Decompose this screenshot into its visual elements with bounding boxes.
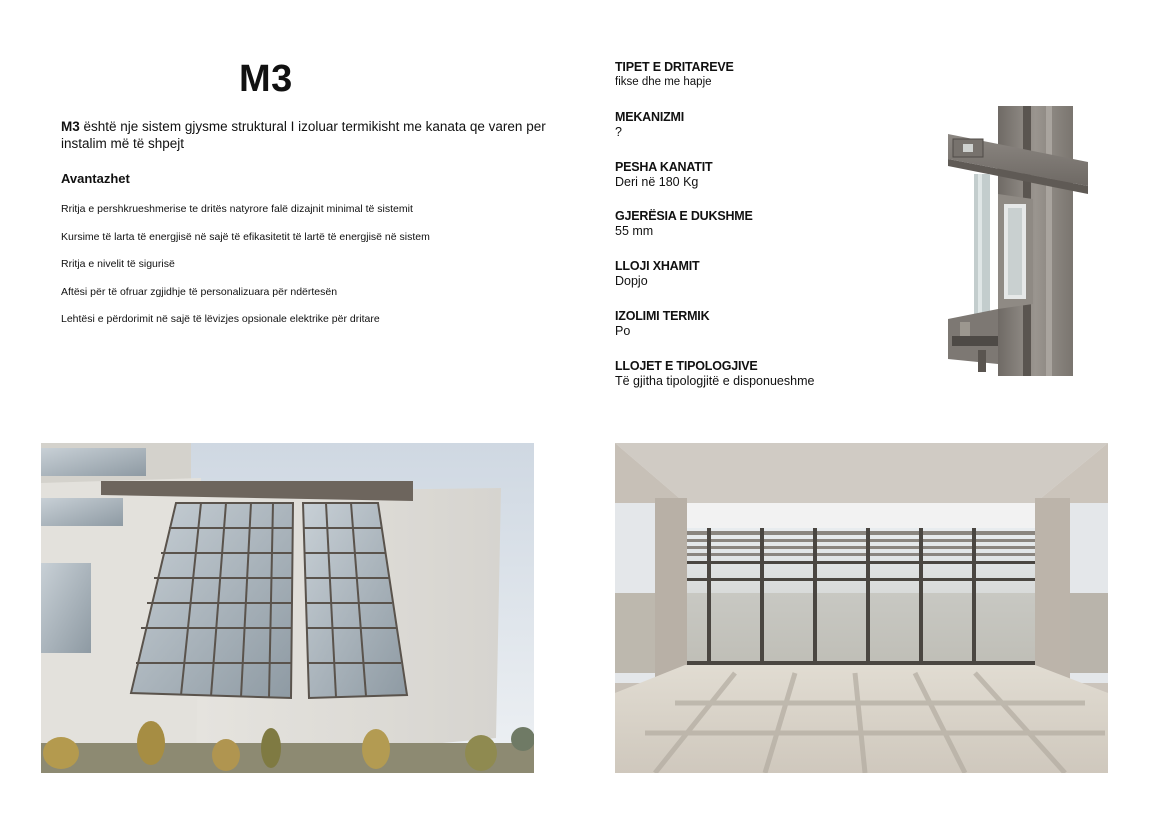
spec-typologies [615,359,915,409]
intro-paragraph [61,118,551,152]
spec-label: MEKANIZMI [615,109,685,124]
interior-photo [615,443,1108,773]
advantage-item: Aftësi për të ofruar zgjidhje të personalizuara për ndërtesën [61,285,338,298]
advantages-list [61,203,430,341]
intro-text: është nje sistem gjysme struktural I izoluar termikisht me kanata qe varen per instalim më të shpejt [61,119,546,151]
spec-value: fikse dhe me hapje [615,76,712,88]
page-title: M3 [239,58,293,100]
advantages-heading: Avantazhet [61,171,130,186]
spec-thermal-insulation [615,309,915,359]
specs-list [615,60,915,409]
spec-value: Të gjitha tipologjitë e disponueshme [615,373,815,388]
intro-brand: M3 [61,119,80,134]
spec-label: TIPET E DRITAREVE [615,60,734,74]
advantage-item: Lehtësi e përdorimit në sajë të lëvizjes opsionale elektrike për dritare [61,313,380,326]
spec-sash-weight [615,160,915,210]
spec-label: GJERËSIA E DUKSHME [615,209,753,224]
spec-glass-type [615,259,915,309]
advantage-item: Rritja e nivelit të sigurisë [61,258,175,271]
spec-window-types [615,60,915,110]
spec-label: IZOLIMI TERMIK [615,308,710,323]
spec-value: Dopjo [615,274,648,289]
advantage-item: Rritja e pershkrueshmerise te dritës natyrore falë dizajnit minimal të sistemit [61,203,413,215]
advantage-item: Kursime të larta të energjisë në sajë të efikasitetit të lartë të energjisë në sistem [61,230,430,243]
facade-photo [41,443,534,773]
spec-value: Deri në 180 Kg [615,174,699,189]
window-profile-image [938,104,1090,378]
spec-value: Po [615,323,631,338]
spec-value: ? [615,124,622,139]
spec-label: LLOJET E TIPOLOGJIVE [615,358,758,373]
spec-mechanism [615,110,915,160]
spec-label: LLOJI XHAMIT [615,259,700,274]
spec-visible-width [615,209,915,259]
spec-label: PESHA KANATIT [615,159,713,174]
spec-value: 55 mm [615,224,654,239]
